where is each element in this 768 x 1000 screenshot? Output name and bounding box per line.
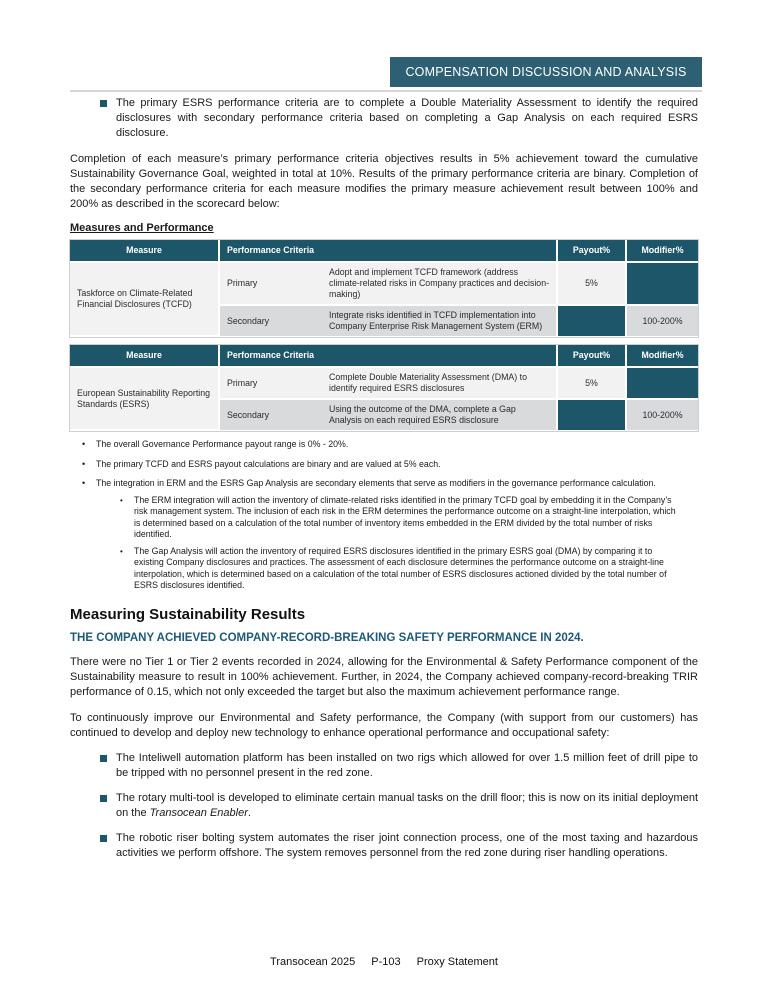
safety-bullet [70, 791, 698, 821]
sub-note-item [70, 495, 698, 541]
col-header-modifier: Modifier% [626, 345, 698, 367]
esrs-measures-table [70, 345, 698, 431]
round-bullet-icon: • [120, 495, 123, 505]
note-text: The integration in ERM and the ESRS Gap Analysis are secondary elements that serve as modifiers in the governance performance calculation. [96, 478, 656, 488]
sub-note-item [70, 546, 698, 592]
criteria-type-cell: Primary [219, 262, 322, 305]
measures-heading: Measures and Performance [70, 222, 214, 234]
col-header-measure: Measure [70, 345, 219, 367]
round-bullet-icon: • [82, 478, 86, 488]
tcfd-measures-table [70, 240, 698, 337]
note-text: The overall Governance Performance payout range is 0% - 20%. [96, 439, 349, 449]
col-header-payout: Payout% [557, 345, 626, 367]
safety-bullet [70, 751, 698, 781]
footer-label: Proxy Statement [416, 956, 498, 968]
intro-bullet-text: The primary ESRS performance criteria are to complete a Double Materiality Assessment to identify the required disclosures with secondary performance criteria based on completing a Gap Analysis on each required ESRS disclosure. [116, 97, 698, 139]
bullet-text-suffix: . [247, 806, 251, 819]
modifier-cell: 100-200% [626, 305, 698, 336]
tier-events-paragraph: There were no Tier 1 or Tier 2 events recorded in 2024, allowing for the Environmental & Safety Performance component of the Sustainability measure to result in 100% achievement. Further, in 2024, the Company achieved company-record-breaking TRIR performance of 0.15, which not only exceeded the target but also the maximum achievement performance range. [70, 655, 698, 698]
round-bullet-icon: • [120, 546, 123, 556]
payout-cell: 5% [557, 367, 626, 399]
col-header-payout: Payout% [557, 240, 626, 262]
round-bullet-icon: • [82, 439, 86, 449]
sub-note-text: The ERM integration will action the inventory of climate-related risks identified in the primary TCFD goal by embedding it in the Company’s risk management system. The inclusion of each risk in the ERM determines the performance outcome on a straight-line interpolation, which is determined based on a calculation of the total number of inventory items embedded in the ERM divided by the total number of risks identified. [134, 494, 676, 539]
round-bullet-icon: • [82, 458, 86, 469]
criteria-desc-cell: Integrate risks identified in TCFD implementation into Company Enterprise Risk Management System (ERM) [322, 305, 557, 336]
criteria-desc-cell: Adopt and implement TCFD framework (address climate-related risks in Company practices and decision-making) [322, 262, 557, 305]
note-item [70, 439, 698, 451]
payout-cell-filled [557, 305, 626, 336]
results-heading: Measuring Sustainability Results [70, 605, 306, 623]
table-header-row [70, 240, 698, 262]
safety-bullet-text [116, 831, 698, 861]
col-header-performance-criteria: Performance Criteria [219, 345, 557, 367]
criteria-type-cell: Secondary [219, 305, 322, 336]
criteria-type-cell: Secondary [219, 399, 322, 430]
criteria-desc-cell: Using the outcome of the DMA, complete a Gap Analysis on each required ESRS disclosure [322, 399, 557, 430]
square-bullet-icon [100, 100, 107, 107]
technology-paragraph: To continuously improve our Environmental and Safety performance, the Company (with support from our customers) has continued to develop and deploy new technology to enhance operational performance and occupational safety: [70, 711, 698, 739]
payout-cell: 5% [557, 262, 626, 305]
bullet-text-main: The Inteliwell automation platform has been installed on two rigs which allowed for over 1.5 million feet of drill pipe to be tripped with no personnel present in the red zone. [116, 751, 698, 779]
safety-bullet-text [116, 791, 698, 821]
square-bullet-icon [100, 755, 107, 762]
note-item [70, 478, 698, 490]
bullet-text-main: The robotic riser bolting system automates the riser joint connection process, one of the most taxing and hazardous activities we perform offshore. The system removes personnel from the red zone during riser handling operations. [116, 831, 698, 859]
safety-bullet-text [116, 751, 698, 781]
bullet-text-main: The rotary multi-tool is developed to eliminate certain manual tasks on the drill floor; this is now on its initial deployment on the [116, 791, 698, 819]
criteria-desc-cell: Complete Double Materiality Assessment (DMA) to identify required ESRS disclosures [322, 367, 557, 399]
footer-brand: Transocean 2025 [270, 956, 356, 968]
page-content [70, 0, 698, 861]
note-text: The primary TCFD and ESRS payout calculations are binary and are valued at 5% each. [96, 458, 441, 469]
square-bullet-icon [100, 795, 107, 802]
note-item [70, 459, 698, 471]
bullet-text-italic: Transocean Enabler [149, 806, 248, 819]
safety-record-subtitle: THE COMPANY ACHIEVED COMPANY-RECORD-BREAKING SAFETY PERFORMANCE IN 2024. [70, 631, 584, 644]
table-row [70, 367, 698, 399]
col-header-measure: Measure [70, 240, 219, 262]
completion-paragraph: Completion of each measure’s primary performance criteria objectives results in 5% achievement toward the cumulative Sustainability Governance Goal, weighted in total at 10%. Results of the primary performance criteria are binary. Completion of the secondary performance criteria for each measure modifies the primary measure achievement result between 100% and 200% as described in the scorecard below: [70, 153, 698, 210]
modifier-cell: 100-200% [626, 399, 698, 430]
intro-bullet [70, 96, 698, 141]
section-banner: COMPENSATION DISCUSSION AND ANALYSIS [390, 57, 702, 87]
modifier-cell-filled [626, 367, 698, 399]
table-row [70, 262, 698, 305]
page-footer [0, 956, 768, 968]
footer-page-number: P-103 [371, 956, 401, 968]
measure-cell-tcfd: Taskforce on Climate-Related Financial Disclosures (TCFD) [70, 262, 219, 336]
safety-bullet [70, 831, 698, 861]
payout-cell-filled [557, 399, 626, 430]
square-bullet-icon [100, 835, 107, 842]
criteria-type-cell: Primary [219, 367, 322, 399]
col-header-modifier: Modifier% [626, 240, 698, 262]
scorecard-notes [70, 439, 698, 592]
sub-note-text: The Gap Analysis will action the inventory of required ESRS disclosures identified in the primary ESRS goal (DMA) by comparing it to existing Company disclosures and practices. The assessment of each disclosure determines the performance outcome on a straight-line interpolation, which is determined based on a calculation of the total number of ESRS disclosures actioned divided by the total number of ESRS disclosures identified. [134, 545, 667, 590]
table-header-row [70, 345, 698, 367]
measure-cell-esrs: European Sustainability Reporting Standards (ESRS) [70, 367, 219, 430]
col-header-performance-criteria: Performance Criteria [219, 240, 557, 262]
modifier-cell-filled [626, 262, 698, 305]
